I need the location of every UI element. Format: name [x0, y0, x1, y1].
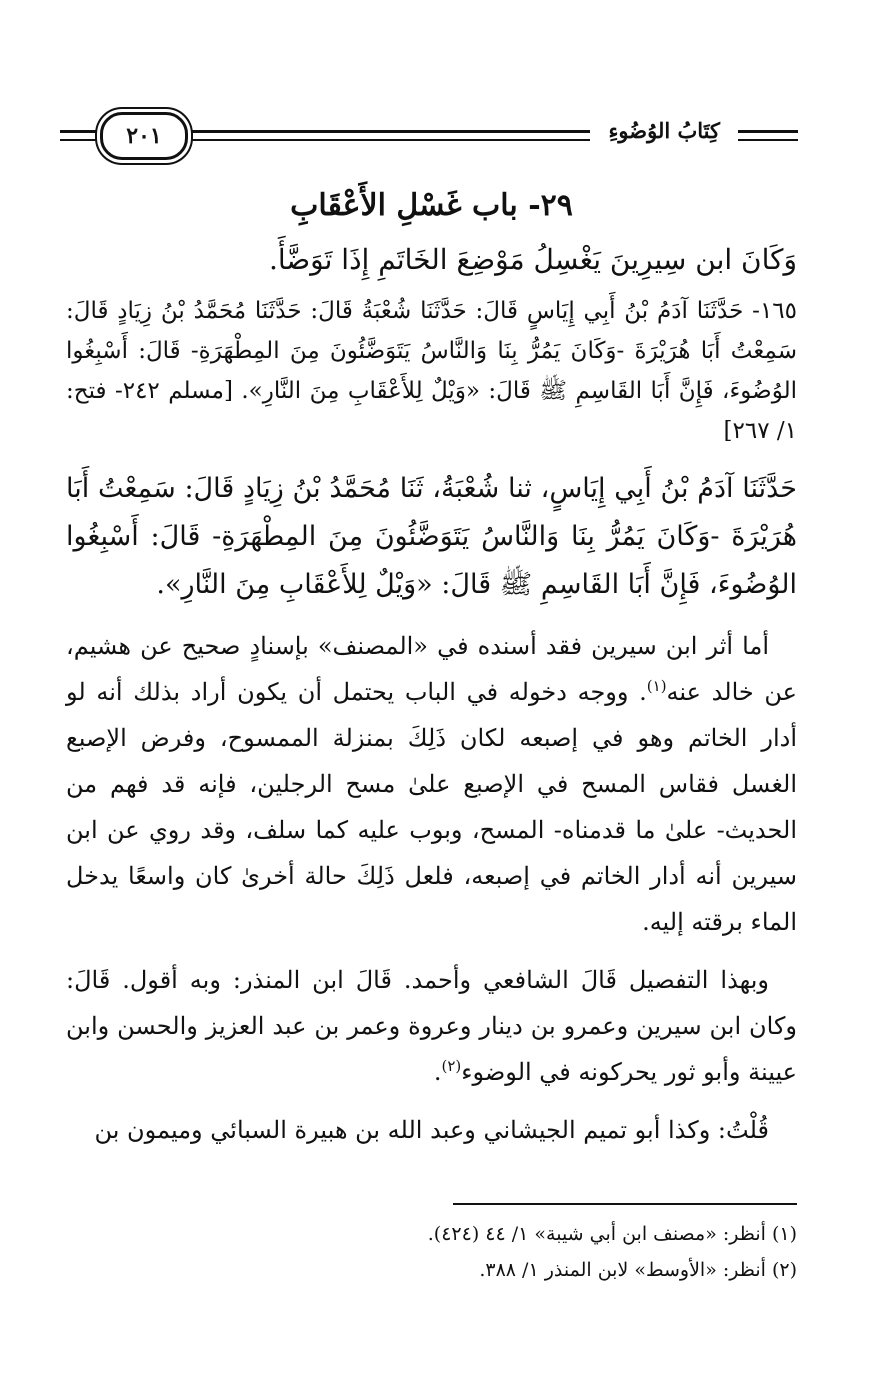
commentary-text: قُلْتُ: وكذا أبو تميم الجيشاني وعبد الله بن هبيرة السبائي وميمون بن — [94, 1116, 769, 1144]
commentary-paragraph — [66, 1107, 797, 1153]
footnotes — [66, 1216, 797, 1288]
commentary-paragraph — [66, 623, 797, 945]
running-title: كِتَابُ الوُضُوءِ — [608, 118, 720, 143]
running-header — [60, 106, 798, 166]
commentary-text: . — [433, 1058, 442, 1086]
chapter-title: ٢٩- باب غَسْلِ الأَعْقَابِ — [290, 188, 573, 223]
footnote-separator — [453, 1203, 797, 1205]
commentary-paragraph — [66, 957, 797, 1095]
footnote-ref-1[interactable]: (١) — [646, 677, 667, 695]
header-rule-tail — [60, 130, 100, 141]
chapter-intro: وَكَانَ ابن سِيرِينَ يَغْسِلُ مَوْضِعَ الخَاتَمِ إِذَا تَوَضَّأَ. — [268, 243, 797, 276]
footnote-ref-2[interactable]: (٢) — [441, 1057, 462, 1075]
hadith-block: ١٦٥- حَدَّثَنَا آدَمُ بْنُ أَبِي إِيَاسٍ قَالَ: حَدَّثَنَا شُعْبَةُ قَالَ: حَدَّثَنَا مُحَمَّدُ بْنُ زِيَادٍ قَالَ: سَمِعْتُ أَبَا هُرَيْرَةَ -وَكَانَ يَمُرُّ بِنَا وَالنَّاسُ يَتَوَضَّئُونَ مِنَ المِطْهَرَةِ- قَالَ: أَسْبِغُوا الوُضُوءَ، فَإِنَّ أَبَا القَاسِمِ ﷺ قَالَ: «وَيْلٌ لِلأَعْقَابِ مِنَ النَّارِ». [مسلم ٢٤٢- فتح: ١/ ٢٦٧] — [66, 298, 797, 444]
hadith-variant-block: حَدَّثَنَا آدَمُ بْنُ أَبِي إِيَاسٍ، ثنا شُعْبَةُ، ثَنَا مُحَمَّدُ بْنُ زِيَادٍ قَالَ: سَمِعْتُ أَبَا هُرَيْرَةَ -وَكَانَ يَمُرُّ بِنَا وَالنَّاسُ يَتَوَضَّئُونَ مِنَ المِطْهَرَةِ- قَالَ: أَسْبِغُوا الوُضُوءَ، فَإِنَّ أَبَا القَاسِمِ ﷺ قَالَ: «وَيْلٌ لِلأَعْقَابِ مِنَ النَّارِ». — [66, 473, 797, 600]
footnote-1: (١) أنظر: «مصنف ابن أبي شيبة» ١/ ٤٤ (٤٢٤). — [427, 1223, 797, 1245]
commentary-text: وبهذا التفصيل قَالَ الشافعي وأحمد. قَالَ ابن المنذر: وبه أقول. قَالَ: وكان ابن سيرين وعمرو بن دينار وعروة وعمر بن عبد العزيز والحسن وابن عيينة وأبو ثور يحركونه في الوضوء — [66, 966, 797, 1086]
page-number-badge — [100, 112, 188, 160]
footnote-2: (٢) أنظر: «الأوسط» لابن المنذر ١/ ٣٨٨. — [479, 1259, 797, 1281]
header-rule-left — [148, 130, 590, 141]
header-rule-right — [738, 130, 798, 141]
commentary-text: أما أثر ابن سيرين فقد أسنده في «المصنف» بإسنادٍ صحيح عن هشيم، عن خالد عنه — [66, 632, 797, 706]
commentary-text: . ووجه دخوله في الباب يحتمل أن يكون أراد بذلك أنه لو أدار الخاتم وهو في إصبعه لكان ذَلِكَ بمنزلة الممسوح، وفرض الإصبع الغسل فقاس المسح في الإصبع علىٰ مسح الرجلين، فإنه قد فهم من الحديث- علىٰ ما قدمناه- المسح، وبوب عليه كما سلف، وقد روي عن ابن سيرين أنه أدار الخاتم في إصبعه، فلعل ذَلِكَ حالة أخرىٰ كان واسعًا يدخل الماء برقته إليه. — [66, 678, 797, 936]
page-number: ٢٠١ — [126, 123, 162, 149]
page-body — [66, 188, 797, 1165]
